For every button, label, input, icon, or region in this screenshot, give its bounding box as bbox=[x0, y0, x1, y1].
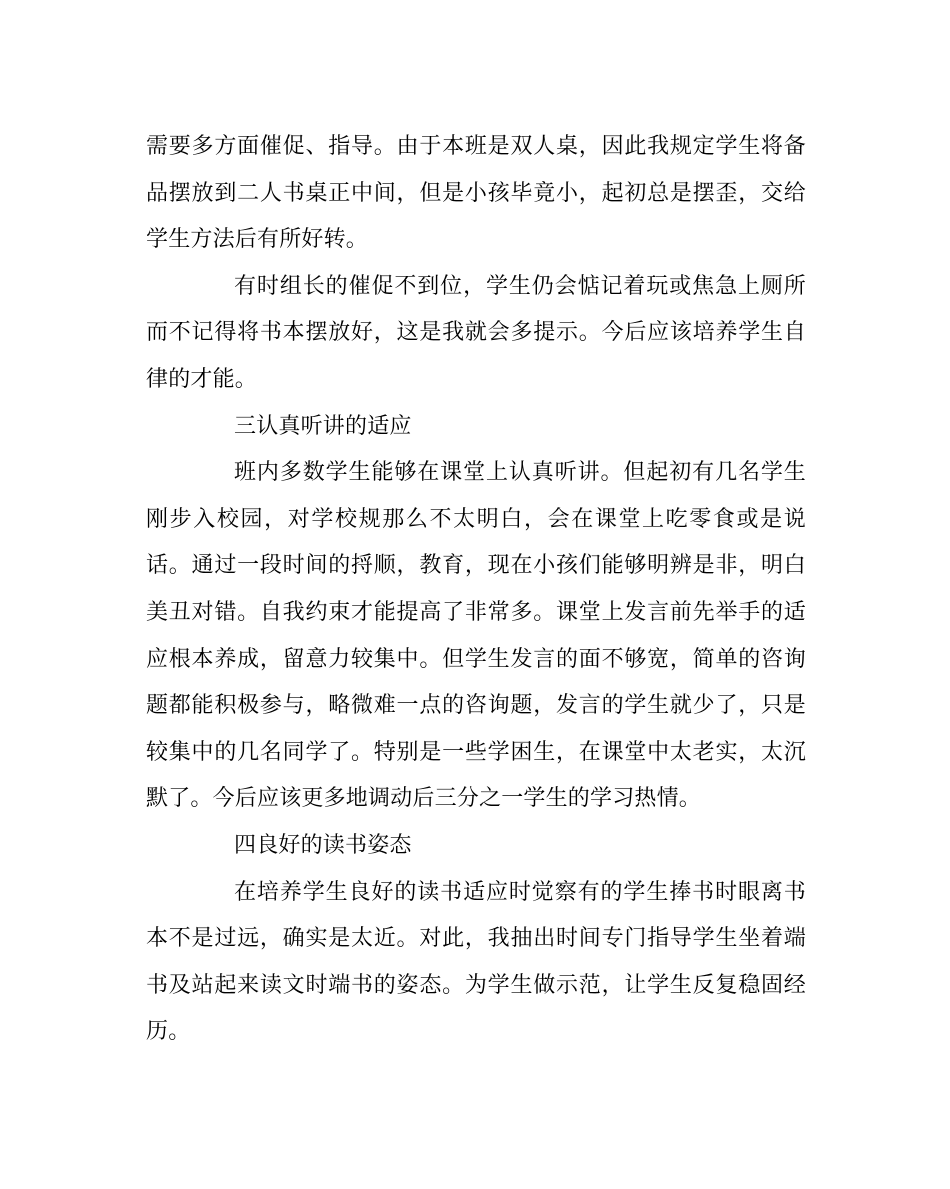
paragraph-group-leader: 有时组长的催促不到位，学生仍会惦记着玩或焦急上厕所而不记得将书本摆放好，这是我就会多提示。今后应该培养学生自律的才能。 bbox=[146, 273, 806, 392]
paragraph-listening: 班内多数学生能够在课堂上认真听讲。但起初有几名学生刚步入校园，对学校规那么不太明白，会在课堂上吃零食或是说话。通过一段时间的捋顺，教育，现在小孩们能够明辨是非，明白美丑对错。自我约束才能提高了非常多。课堂上发言前先举手的适应根本养成，留意力较集中。但学生发言的面不够宽，简单的咨询题都能积极参与，略微难一点的咨询题，发言的学生就少了，只是较集中的几名同学了。特别是一些学困生，在课堂中太老实，太沉默了。今后应该更多地调动后三分之一学生的学习热情。 bbox=[146, 460, 806, 812]
paragraph-reading-posture: 在培养学生良好的读书适应时觉察有的学生捧书时眼离书本不是过远，确实是太近。对此，我抽出时间专门指导学生坐着端书及站起来读文时端书的姿态。为学生做示范，让学生反复稳固经历。 bbox=[146, 879, 806, 1045]
document-body bbox=[146, 124, 806, 1056]
paragraph-continuation: 需要多方面催促、指导。由于本班是双人桌，因此我规定学生将备品摆放到二人书桌正中间，但是小孩毕竟小，起初总是摆歪，交给学生方法后有所好转。 bbox=[146, 134, 806, 253]
section-heading-reading-posture: 四良好的读书姿态 bbox=[234, 832, 412, 858]
section-heading-listening: 三认真听讲的适应 bbox=[234, 413, 412, 439]
